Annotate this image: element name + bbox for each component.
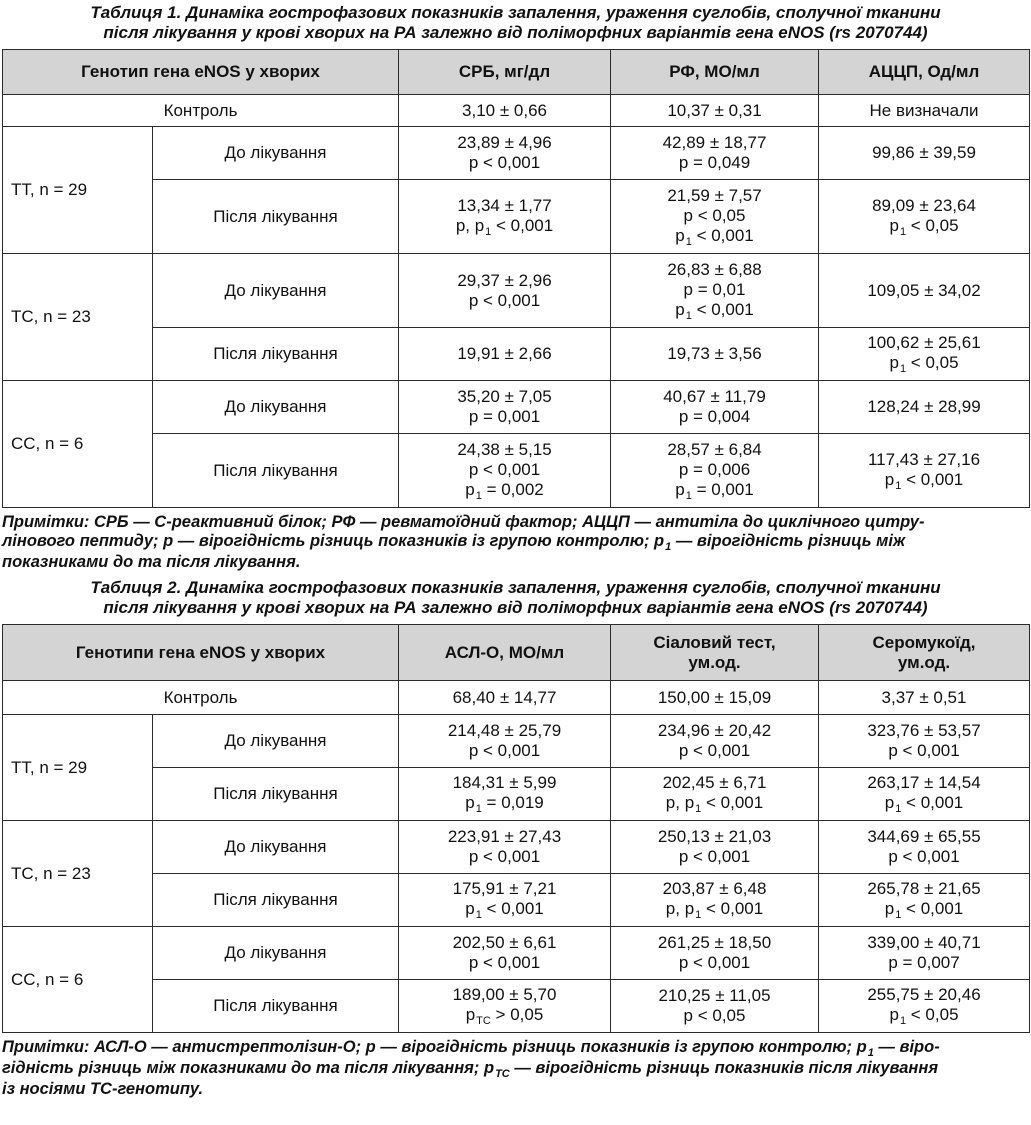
phase-label: Після лікування bbox=[153, 768, 399, 821]
caption-line: Таблиця 1. Динаміка гострофазових показників запалення, ураження суглобів, сполучної тканини bbox=[90, 3, 941, 22]
subscript: 1 bbox=[485, 225, 492, 238]
genotype-label: TC, n = 23 bbox=[3, 254, 153, 381]
value-cell bbox=[611, 381, 819, 434]
cell-line: 339,00 ± 40,71 bbox=[867, 933, 981, 952]
cell-line: 29,37 ± 2,96 bbox=[457, 270, 552, 290]
phase-label: Після лікування bbox=[153, 874, 399, 927]
value-cell bbox=[819, 715, 1030, 768]
note-line: показниками до та після лікування. bbox=[2, 553, 301, 571]
cell-line: p < 0,001 bbox=[468, 953, 541, 972]
value-cell bbox=[819, 381, 1030, 434]
value-cell bbox=[399, 254, 611, 328]
cell-line: 255,75 ± 20,46 bbox=[867, 985, 981, 1004]
phase-label: До лікування bbox=[153, 127, 399, 180]
note-line: Примітки: СРБ — С-реактивний білок; РФ — ревматоїдний фактор; АЦЦП — антитіла до циклічного цитру- bbox=[2, 513, 925, 531]
cell-line: p, $p_1 < 0,001$ bbox=[455, 215, 554, 238]
value-cell bbox=[611, 328, 819, 381]
cell-line: $p_1 < 0,001$ bbox=[675, 299, 754, 322]
caption-line: Таблиця 2. Динаміка гострофазових показників запалення, ураження суглобів, сполучної тканини bbox=[90, 578, 941, 597]
phase-label: До лікування bbox=[153, 381, 399, 434]
subscript: 1 bbox=[895, 909, 902, 921]
cell-line: p < 0,001 bbox=[888, 847, 960, 866]
cell-line: 210,25 ± 11,05 bbox=[658, 986, 771, 1005]
genotype-label: TC, n = 23 bbox=[3, 821, 153, 927]
subscript: 1 bbox=[895, 479, 902, 492]
value-cell bbox=[399, 434, 611, 508]
cell-line: p < 0,001 bbox=[468, 741, 541, 760]
value-cell bbox=[819, 180, 1030, 254]
subscript: 1 bbox=[695, 909, 702, 921]
cell-line: 109,05 ± 34,02 bbox=[867, 280, 981, 300]
cell-line: p = 0,01 bbox=[683, 279, 746, 299]
value-cell bbox=[819, 768, 1030, 821]
genotype-label: TT, n = 29 bbox=[3, 715, 153, 821]
cell-line: 99,86 ± 39,59 bbox=[872, 143, 976, 162]
cell-line: 202,45 ± 6,71 bbox=[662, 773, 767, 792]
value-cell bbox=[611, 254, 819, 328]
cell-line: 28,57 ± 6,84 bbox=[667, 439, 762, 459]
cell-line: 89,09 ± 23,64 bbox=[872, 195, 976, 215]
subscript: 1 bbox=[899, 225, 907, 238]
subscript: 1 bbox=[685, 235, 692, 248]
cell-line: $p_1 < 0,001$ bbox=[884, 793, 964, 815]
cell-line: 128,24 ± 28,99 bbox=[867, 397, 981, 416]
cell-line: p < 0,001 bbox=[468, 459, 541, 479]
cell-line: p < 0,001 bbox=[678, 953, 751, 972]
cell-line: 189,00 ± 5,70 bbox=[452, 985, 557, 1004]
cell-line: 234,96 ± 20,42 bbox=[657, 721, 772, 740]
value-cell bbox=[819, 980, 1030, 1033]
cell-line: 19,73 ± 3,56 bbox=[667, 344, 762, 363]
cell-line: $p_1 < 0,001$ bbox=[884, 469, 964, 492]
caption-line: після лікування у крові хворих на РА залежно від поліморфних варіантів гена eNOS (rs 2070744) bbox=[103, 23, 928, 42]
document-page bbox=[2, 0, 1029, 1099]
table2-note bbox=[2, 1038, 1029, 1099]
cell-line: p = 0,001 bbox=[468, 407, 541, 426]
value-cell bbox=[611, 180, 819, 254]
cell-line: 323,76 ± 53,57 bbox=[867, 721, 981, 740]
subscript: TC bbox=[476, 1015, 491, 1027]
cell-line: 223,91 ± 27,43 bbox=[447, 827, 562, 846]
cell-line: 19,91 ± 2,66 bbox=[457, 344, 552, 363]
cell-line: 26,83 ± 6,88 bbox=[667, 259, 762, 279]
phase-label: До лікування bbox=[153, 715, 399, 768]
value-cell bbox=[399, 874, 611, 927]
header-aslo: АСЛ-О, МО/мл bbox=[399, 625, 611, 681]
cell-line: $p_1 < 0,05$ bbox=[889, 353, 959, 375]
note-line: лінового пептиду; p — вірогідність різниць показників із групою контролю; $p_1$ — вірогідність різниць між bbox=[2, 532, 906, 553]
control-value: 3,10 ± 0,66 bbox=[399, 95, 611, 127]
phase-label: До лікування bbox=[153, 254, 399, 328]
table2 bbox=[2, 624, 1030, 1033]
genotype-label: TT, n = 29 bbox=[3, 127, 153, 254]
cell-line: $p_1 < 0,05$ bbox=[889, 1005, 959, 1027]
cell-line: p < 0,001 bbox=[678, 741, 751, 760]
subscript: 1 bbox=[895, 803, 902, 815]
cell-line: p < 0,001 bbox=[468, 290, 541, 310]
caption-line: після лікування у крові хворих на РА залежно від поліморфних варіантів гена eNOS (rs 2070744) bbox=[103, 598, 928, 617]
header-sialic-test: Сіаловий тест, ум.од. bbox=[611, 625, 819, 681]
control-value: Не визначали bbox=[819, 95, 1030, 127]
cell-line: p < 0,05 bbox=[683, 1006, 746, 1025]
cell-line: p < 0,001 bbox=[468, 153, 541, 172]
note-line: Примітки: АСЛ-О — антистрептолізин-О; p — вірогідність різниць показників із групою контролю; $p_1$ — віро- bbox=[2, 1038, 940, 1059]
cell-line: 40,67 ± 11,79 bbox=[663, 387, 766, 406]
phase-label: Після лікування bbox=[153, 180, 399, 254]
header-genotype: Генотип гена eNOS у хворих bbox=[3, 50, 399, 95]
cell-line: p = 0,004 bbox=[678, 407, 751, 426]
table1 bbox=[2, 49, 1030, 508]
table2-caption bbox=[2, 578, 1029, 618]
cell-line: 13,34 ± 1,77 bbox=[457, 195, 552, 215]
header-crp: СРБ, мг/дл bbox=[399, 50, 611, 95]
value-cell bbox=[611, 927, 819, 980]
value-cell bbox=[399, 927, 611, 980]
value-cell bbox=[611, 980, 819, 1033]
value-cell bbox=[611, 768, 819, 821]
value-cell bbox=[611, 127, 819, 180]
value-cell bbox=[819, 127, 1030, 180]
value-cell bbox=[399, 180, 611, 254]
cell-line: 184,31 ± 5,99 bbox=[452, 773, 557, 792]
value-cell bbox=[819, 821, 1030, 874]
value-cell bbox=[611, 821, 819, 874]
cell-line: 175,91 ± 7,21 bbox=[452, 879, 557, 898]
value-cell bbox=[819, 254, 1030, 328]
value-cell bbox=[611, 874, 819, 927]
table1-note bbox=[2, 513, 1029, 572]
cell-line: $p_1 < 0,001$ bbox=[465, 899, 544, 921]
subscript: 1 bbox=[685, 309, 692, 322]
subscript: 1 bbox=[475, 909, 482, 921]
value-cell bbox=[399, 715, 611, 768]
value-cell bbox=[611, 715, 819, 768]
cell-line: $p_1 < 0,05$ bbox=[889, 215, 959, 238]
cell-line: 344,69 ± 65,55 bbox=[867, 827, 981, 846]
cell-line: 24,38 ± 5,15 bbox=[457, 439, 552, 459]
control-value: 150,00 ± 15,09 bbox=[611, 681, 819, 715]
control-value: 3,37 ± 0,51 bbox=[819, 681, 1030, 715]
phase-label: Після лікування bbox=[153, 434, 399, 508]
cell-line: $p_1 = 0,019$ bbox=[465, 793, 544, 815]
cell-line: 261,25 ± 18,50 bbox=[657, 933, 772, 952]
cell-line: 42,89 ± 18,77 bbox=[662, 133, 767, 152]
cell-line: p < 0,05 bbox=[683, 205, 746, 225]
cell-line: p, $p_1 < 0,001$ bbox=[665, 793, 764, 815]
cell-line: p = 0,007 bbox=[888, 953, 960, 972]
value-cell bbox=[819, 328, 1030, 381]
cell-line: 250,13 ± 21,03 bbox=[657, 827, 772, 846]
value-cell bbox=[819, 434, 1030, 508]
subscript: TC bbox=[495, 1068, 510, 1080]
genotype-label: CC, n = 6 bbox=[3, 381, 153, 508]
header-seromucoid: Серомукоїд, ум.од. bbox=[819, 625, 1030, 681]
cell-line: $p_1 < 0,001$ bbox=[884, 899, 964, 921]
value-cell bbox=[399, 127, 611, 180]
phase-label: До лікування bbox=[153, 927, 399, 980]
subscript: 1 bbox=[475, 803, 482, 815]
cell-line: $p_1 = 0,001$ bbox=[675, 479, 754, 502]
subscript: 1 bbox=[475, 489, 482, 502]
value-cell bbox=[399, 381, 611, 434]
cell-line: p = 0,006 bbox=[678, 459, 751, 479]
value-cell bbox=[819, 874, 1030, 927]
cell-line: 214,48 ± 25,79 bbox=[447, 721, 562, 740]
subscript: 1 bbox=[685, 489, 692, 502]
cell-line: 263,17 ± 14,54 bbox=[867, 773, 981, 792]
control-value: 68,40 ± 14,77 bbox=[399, 681, 611, 715]
value-cell bbox=[399, 328, 611, 381]
cell-line: 265,78 ± 21,65 bbox=[867, 879, 981, 898]
cell-line: $p_1 = 0,002$ bbox=[465, 479, 544, 502]
phase-label: До лікування bbox=[153, 821, 399, 874]
phase-label: Після лікування bbox=[153, 980, 399, 1033]
cell-line: $p_1 < 0,001$ bbox=[675, 225, 754, 248]
phase-label: Після лікування bbox=[153, 328, 399, 381]
genotype-label: CC, n = 6 bbox=[3, 927, 153, 1033]
cell-line: $p_{TC} > 0,05$ bbox=[465, 1005, 544, 1027]
cell-line: 100,62 ± 25,61 bbox=[867, 333, 981, 352]
value-cell bbox=[611, 434, 819, 508]
cell-line: 21,59 ± 7,57 bbox=[667, 185, 762, 205]
cell-line: p < 0,001 bbox=[888, 741, 960, 760]
cell-line: 35,20 ± 7,05 bbox=[457, 387, 552, 406]
table1-caption bbox=[2, 3, 1029, 43]
note-line: гідність різниць між показниками до та після лікування; $p_{TC}$ — вірогідність різниць показників після лікування bbox=[2, 1059, 939, 1080]
cell-line: 117,43 ± 27,16 bbox=[867, 449, 981, 469]
control-label: Контроль bbox=[3, 681, 399, 715]
header-genotype: Генотипи гена eNOS у хворих bbox=[3, 625, 399, 681]
subscript: 1 bbox=[695, 803, 702, 815]
value-cell bbox=[399, 768, 611, 821]
cell-line: p < 0,001 bbox=[468, 847, 541, 866]
cell-line: 202,50 ± 6,61 bbox=[452, 933, 557, 952]
header-rf: РФ, МО/мл bbox=[611, 50, 819, 95]
subscript: 1 bbox=[665, 541, 672, 553]
cell-line: p, $p_1 < 0,001$ bbox=[665, 899, 764, 921]
cell-line: p < 0,001 bbox=[678, 847, 751, 866]
value-cell bbox=[819, 927, 1030, 980]
value-cell bbox=[399, 821, 611, 874]
control-value: 10,37 ± 0,31 bbox=[611, 95, 819, 127]
control-label: Контроль bbox=[3, 95, 399, 127]
subscript: 1 bbox=[867, 1047, 874, 1059]
note-line: із носіями ТС-генотипу. bbox=[2, 1080, 204, 1098]
subscript: 1 bbox=[899, 1015, 907, 1027]
value-cell bbox=[399, 980, 611, 1033]
header-accp: АЦЦП, Од/мл bbox=[819, 50, 1030, 95]
cell-line: p = 0,049 bbox=[678, 153, 751, 172]
cell-line: 203,87 ± 6,48 bbox=[662, 879, 767, 898]
cell-line: 23,89 ± 4,96 bbox=[457, 133, 552, 152]
subscript: 1 bbox=[899, 363, 907, 375]
